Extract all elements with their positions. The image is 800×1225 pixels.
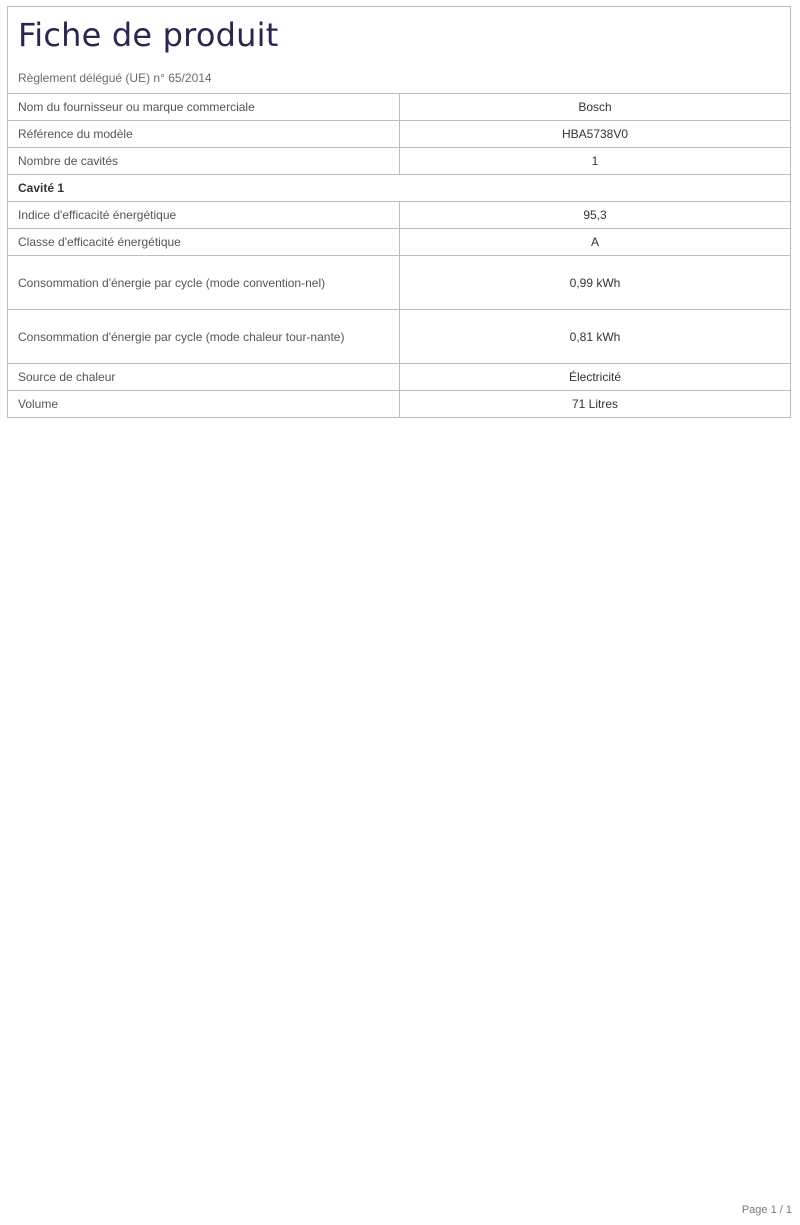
row-label: Référence du modèle [8, 121, 400, 148]
section-row [8, 175, 791, 202]
row-label: Classe d'efficacité énergétique [8, 229, 400, 256]
row-value: A [400, 229, 791, 256]
table-row [8, 364, 791, 391]
row-value: 1 [400, 148, 791, 175]
row-label: Source de chaleur [8, 364, 400, 391]
product-sheet [7, 6, 791, 418]
table-row [8, 310, 791, 364]
table-row [8, 121, 791, 148]
table-row [8, 202, 791, 229]
regulation-reference: Règlement délégué (UE) n° 65/2014 [18, 71, 212, 85]
spec-table [7, 93, 791, 418]
row-value: 0,99 kWh [400, 256, 791, 310]
row-value: Bosch [400, 94, 791, 121]
row-value: 95,3 [400, 202, 791, 229]
row-label: Consommation d'énergie par cycle (mode convention-nel) [8, 256, 400, 310]
row-value: 71 Litres [400, 391, 791, 418]
sheet-header [7, 6, 791, 93]
table-row [8, 94, 791, 121]
row-value: 0,81 kWh [400, 310, 791, 364]
row-value: HBA5738V0 [400, 121, 791, 148]
table-row [8, 391, 791, 418]
row-label: Nom du fournisseur ou marque commerciale [8, 94, 400, 121]
row-label: Volume [8, 391, 400, 418]
page-number: Page 1 / 1 [741, 1204, 792, 1216]
row-label: Consommation d'énergie par cycle (mode chaleur tour-nante) [8, 310, 400, 364]
table-row [8, 229, 791, 256]
table-row [8, 148, 791, 175]
table-row [8, 256, 791, 310]
section-label: Cavité 1 [8, 175, 791, 202]
row-label: Nombre de cavités [8, 148, 400, 175]
row-value: Électricité [400, 364, 791, 391]
page-title: Fiche de produit [18, 16, 279, 54]
row-label: Indice d'efficacité énergétique [8, 202, 400, 229]
